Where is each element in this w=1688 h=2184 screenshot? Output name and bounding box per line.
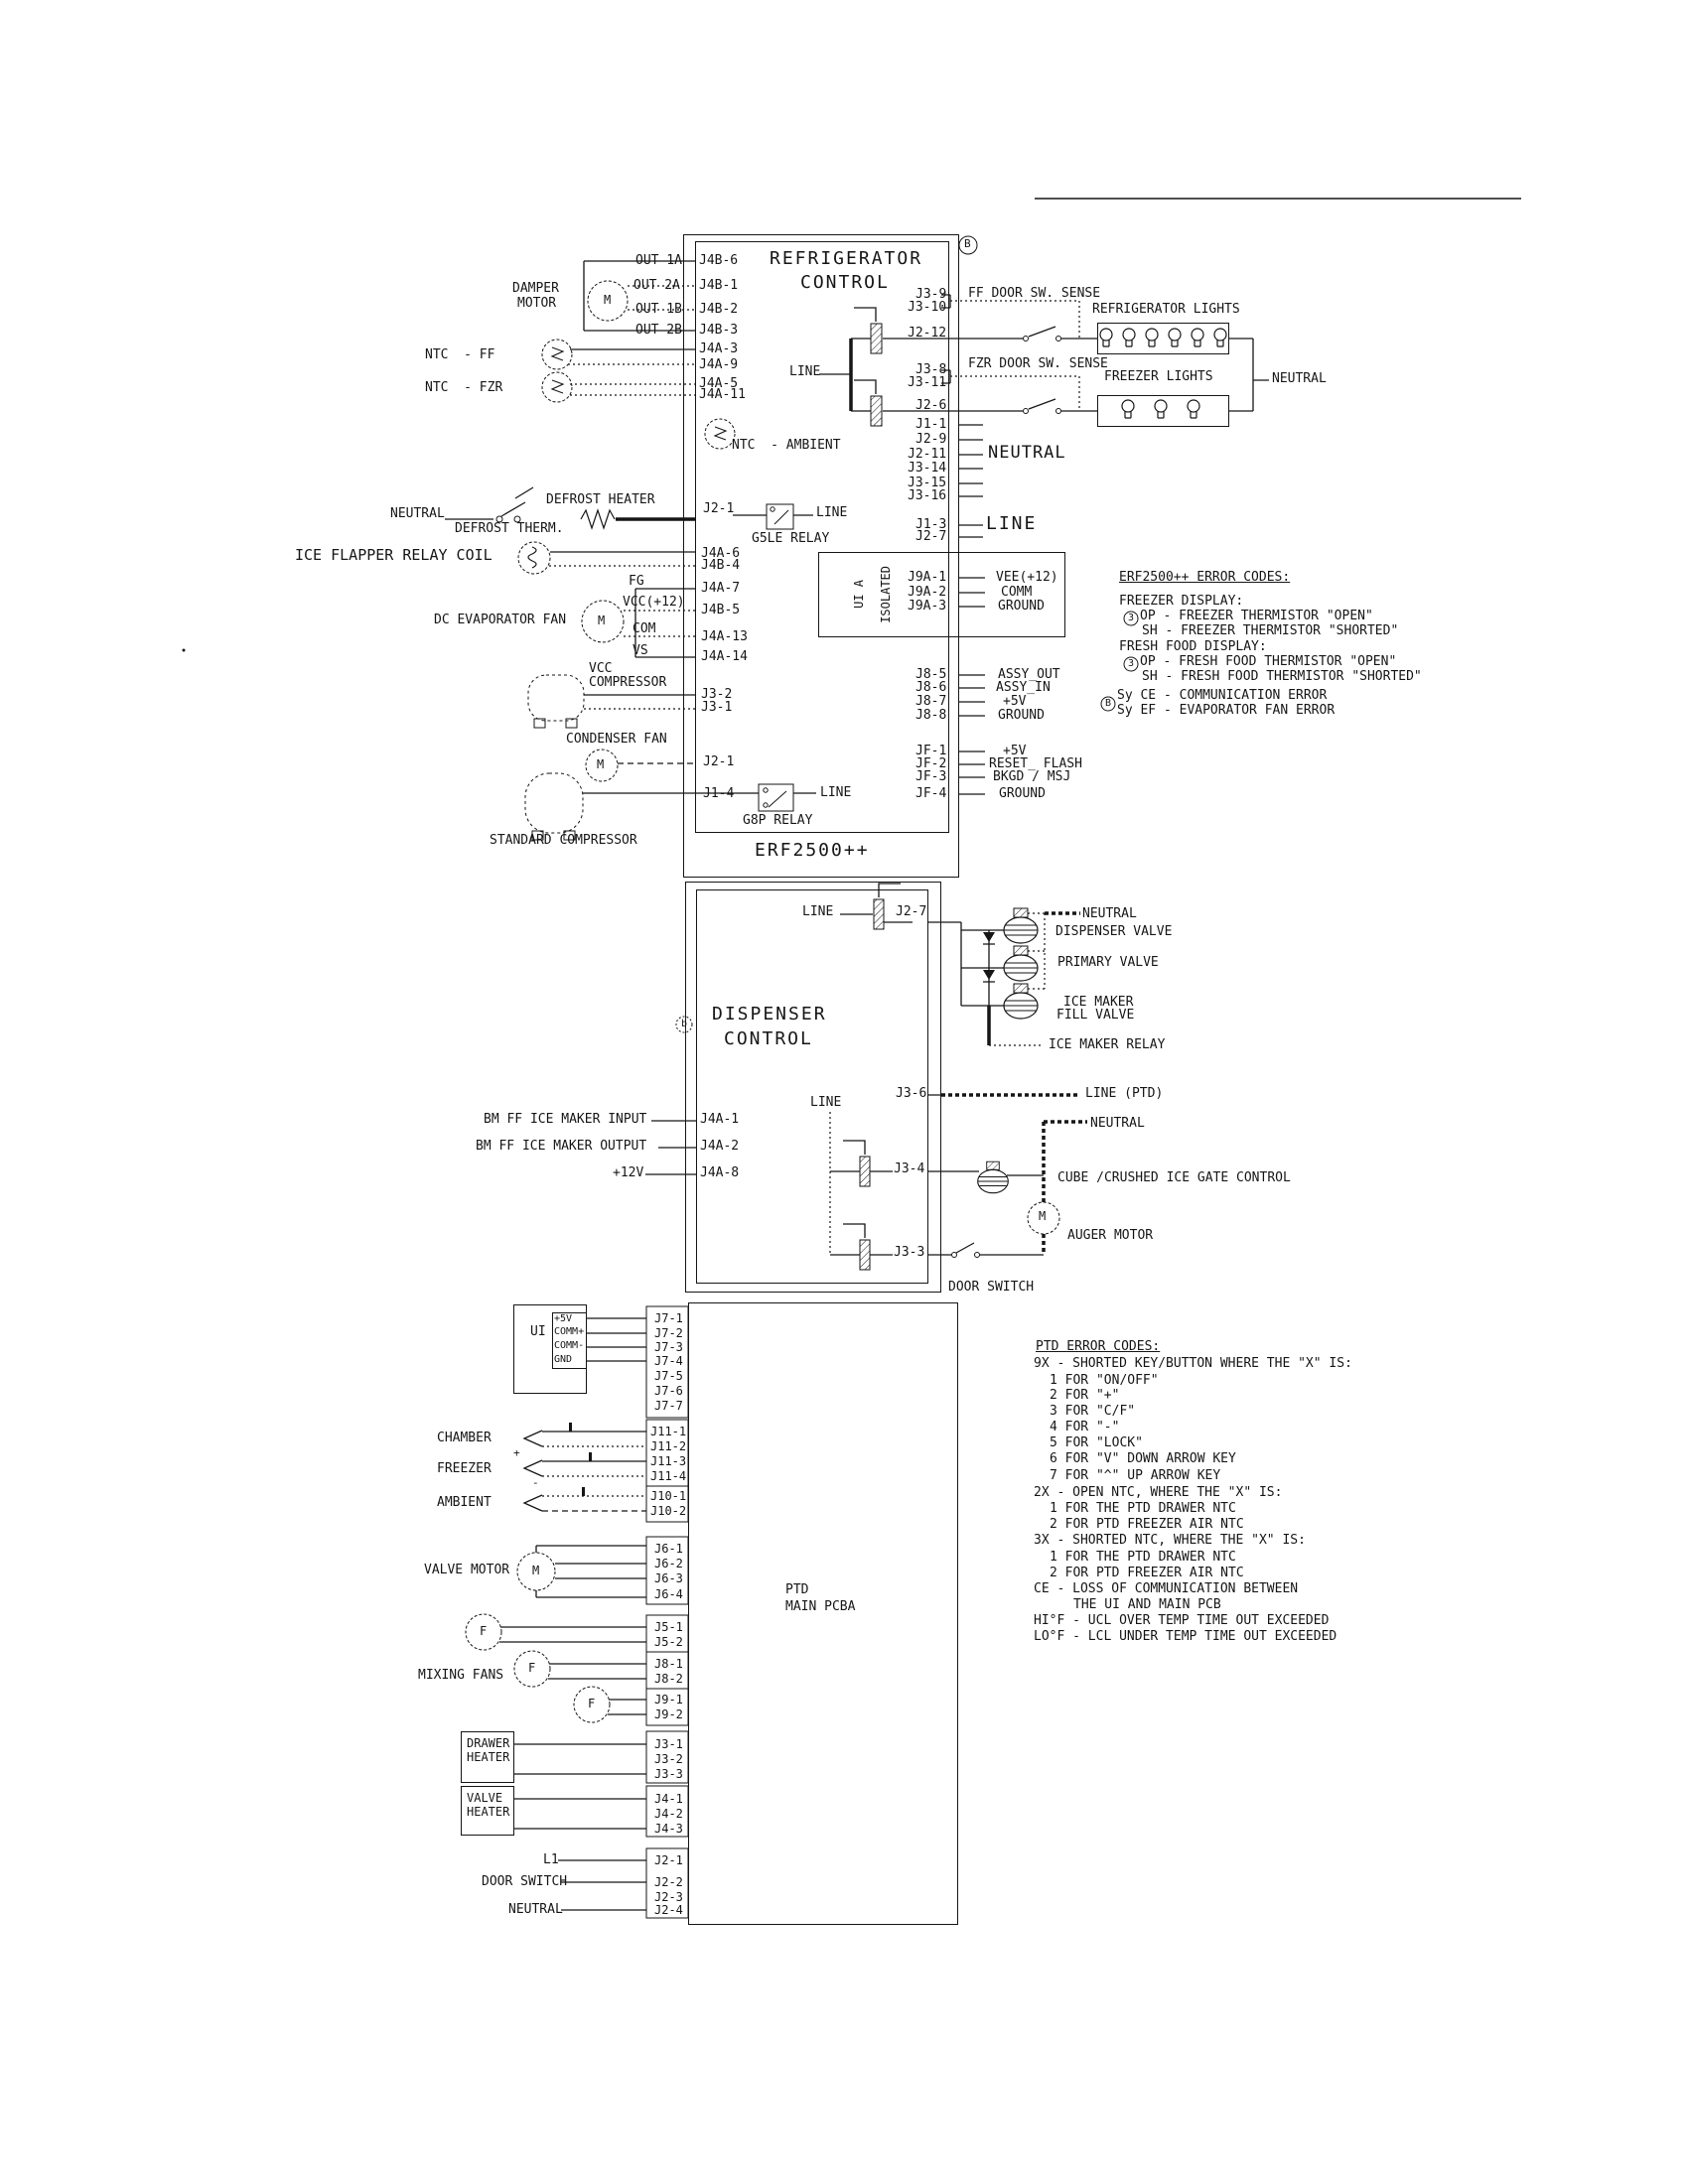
ui-pin-label: GND	[554, 1354, 573, 1365]
pin-label: J4A-7	[701, 581, 741, 596]
g5le-line-label: LINE	[816, 505, 848, 520]
auger-neutral-label: NEUTRAL	[1090, 1116, 1145, 1131]
pin-label: J8-2	[654, 1672, 683, 1686]
out-1b-label: OUT 1B	[635, 302, 682, 317]
pin-label: J4B-1	[699, 278, 739, 293]
rc-title-line1: REFRIGERATOR	[770, 248, 923, 269]
evap-fg-label: FG	[629, 574, 644, 589]
erc-marker-b: B	[1105, 698, 1112, 709]
valve-heater-label1: VALVE	[467, 1791, 503, 1805]
pin-label: J4B-2	[699, 302, 739, 317]
pin-label: J4B-4	[701, 558, 741, 573]
vcc-compressor-label1: VCC	[589, 661, 613, 676]
ntc-fzr-label: NTC - FZR	[425, 380, 503, 395]
dispenser-control-board	[696, 889, 928, 1284]
pin-label: J11-4	[650, 1469, 687, 1483]
out-2a-label: OUT 2A	[633, 278, 680, 293]
epc-line: 7 FOR "^" UP ARROW KEY	[1050, 1468, 1221, 1483]
dc-title-line2: CONTROL	[724, 1028, 813, 1049]
chamber-label: CHAMBER	[437, 1431, 492, 1445]
bm-ff-ice-maker-output-label: BM FF ICE MAKER OUTPUT	[476, 1139, 647, 1154]
pin-label: J3-2	[654, 1752, 683, 1766]
erc-line: Sy CE - COMMUNICATION ERROR	[1117, 688, 1328, 703]
condenser-fan-label: CONDENSER FAN	[566, 732, 667, 747]
pin-label: J2-3	[654, 1890, 683, 1904]
pin-label: J3-16	[908, 488, 947, 503]
dispenser-valve-label: DISPENSER VALVE	[1055, 924, 1173, 939]
pin-label: J7-6	[654, 1384, 683, 1398]
evap-com-label: COM	[633, 621, 656, 636]
pin-label: J4A-14	[701, 649, 748, 664]
erc-line: OP - FREEZER THERMISTOR "OPEN"	[1140, 609, 1373, 623]
plus5v-label: +5V	[1003, 694, 1027, 709]
auger-motor-m-icon: M	[1039, 1209, 1047, 1223]
pin-label: J2-2	[654, 1875, 683, 1889]
pin-label: J4A-9	[699, 357, 739, 372]
defrost-therm-label: DEFROST THERM.	[455, 521, 564, 536]
ntc-ff-label: NTC - FF	[425, 347, 495, 362]
ptd-board-label2: MAIN PCBA	[785, 1599, 856, 1614]
pin-label: J2-12	[908, 326, 947, 341]
ice-maker-relay-label: ICE MAKER RELAY	[1049, 1037, 1166, 1052]
ambient-label: AMBIENT	[437, 1495, 492, 1510]
ntc-ambient-label: NTC - AMBIENT	[732, 438, 841, 453]
lights-neutral-label: NEUTRAL	[1272, 371, 1327, 386]
pin-label: J4B-5	[701, 603, 741, 617]
pin-label: J2-1	[703, 501, 735, 516]
ground-label: GROUND	[998, 599, 1045, 614]
pin-label: J8-1	[654, 1657, 683, 1671]
condenser-fan-m-icon: M	[597, 757, 605, 771]
dc-ref-marker: b	[681, 1019, 688, 1029]
epc-line: 3 FOR "C/F"	[1050, 1404, 1136, 1419]
l1-label: L1	[543, 1852, 559, 1867]
pin-label: J2-6	[915, 398, 947, 413]
fan-f-icon: F	[588, 1697, 596, 1710]
vcc-compressor-label2: COMPRESSOR	[589, 675, 667, 690]
valve-motor-m-icon: M	[532, 1564, 540, 1577]
pin-label: J7-1	[654, 1311, 683, 1325]
epc-line: 2X - OPEN NTC, WHERE THE "X" IS:	[1034, 1485, 1283, 1500]
epc-line: HI°F - UCL OVER TEMP TIME OUT EXCEEDED	[1034, 1613, 1330, 1628]
valve-motor-label: VALVE MOTOR	[424, 1563, 510, 1577]
pin-label: J9-2	[654, 1707, 683, 1721]
epc-line: 2 FOR PTD FREEZER AIR NTC	[1050, 1566, 1244, 1580]
ui-pin-label: COMM-	[554, 1340, 585, 1351]
epc-line: 1 FOR THE PTD DRAWER NTC	[1050, 1550, 1236, 1565]
epc-line: 2 FOR "+"	[1050, 1388, 1120, 1403]
erc-marker-3: 3	[1128, 658, 1135, 669]
erc-line: FRESH FOOD DISPLAY:	[1119, 639, 1267, 654]
g8p-relay-label: G8P RELAY	[743, 813, 813, 828]
door-switch-label: DOOR SWITCH	[948, 1280, 1035, 1295]
pin-label: J11-1	[650, 1425, 687, 1438]
standard-compressor-label: STANDARD COMPRESSOR	[490, 833, 637, 848]
erc-line: FREEZER DISPLAY:	[1119, 594, 1244, 609]
pin-label: J9-1	[654, 1693, 683, 1706]
pin-label: J2-1	[703, 754, 735, 769]
drawer-heater-label2: HEATER	[467, 1750, 510, 1764]
ui-pin-label: COMM+	[554, 1326, 585, 1337]
pin-label: J2-7	[915, 529, 947, 544]
pin-label: J7-7	[654, 1399, 683, 1413]
g8p-line-label: LINE	[820, 785, 852, 800]
pin-label: JF-3	[915, 769, 947, 784]
ptd-neutral-label: NEUTRAL	[508, 1902, 563, 1917]
epc-line: LO°F - LCL UNDER TEMP TIME OUT EXCEEDED	[1034, 1629, 1337, 1644]
ice-flapper-relay-coil-label: ICE FLAPPER RELAY COIL	[295, 546, 492, 564]
bkgd-msj-label: BKGD / MSJ	[993, 769, 1071, 784]
erc-title: ERF2500++ ERROR CODES:	[1119, 570, 1291, 585]
ui-pin-label: +5V	[554, 1313, 573, 1324]
epc-line: 3X - SHORTED NTC, WHERE THE "X" IS:	[1034, 1533, 1306, 1548]
valve-heater-label2: HEATER	[467, 1805, 510, 1819]
out-1a-label: OUT 1A	[635, 253, 682, 268]
assy-out-label: ASSY_OUT	[998, 667, 1060, 682]
freezer-lights-box	[1097, 395, 1229, 427]
ptd-door-switch-label: DOOR SWITCH	[482, 1874, 568, 1889]
pin-label: J4A-3	[699, 341, 739, 356]
line-ptd-label: LINE (PTD)	[1085, 1086, 1164, 1101]
pin-label: J3-6	[896, 1086, 927, 1101]
neutral-bus-label: NEUTRAL	[988, 443, 1066, 463]
pin-label: J3-15	[908, 476, 947, 490]
pin-label: J10-2	[650, 1504, 687, 1518]
pin-label: J4A-8	[700, 1165, 740, 1180]
fan-f-icon: F	[480, 1624, 488, 1638]
evap-fan-m-icon: M	[598, 614, 606, 627]
pin-label: J6-4	[654, 1587, 683, 1601]
epc-line: CE - LOSS OF COMMUNICATION BETWEEN	[1034, 1581, 1299, 1596]
erc-line: Sy EF - EVAPORATOR FAN ERROR	[1117, 703, 1336, 718]
dc-line-top-label: LINE	[802, 904, 834, 919]
damper-motor-label1: DAMPER	[512, 281, 559, 296]
polarity-plus: +	[513, 1446, 520, 1459]
fzr-door-sw-sense-label: FZR DOOR SW. SENSE	[968, 356, 1108, 371]
erc-line: OP - FRESH FOOD THERMISTOR "OPEN"	[1140, 654, 1397, 669]
pin-label: J4A-6	[701, 546, 741, 561]
bm-ff-ice-maker-input-label: BM FF ICE MAKER INPUT	[484, 1112, 647, 1127]
pin-label: J3-4	[894, 1161, 925, 1176]
epc-line: 9X - SHORTED KEY/BUTTON WHERE THE "X" IS:	[1034, 1356, 1352, 1371]
lights-line-label: LINE	[789, 364, 821, 379]
pin-label: J11-2	[650, 1439, 687, 1453]
model-label: ERF2500++	[755, 840, 870, 861]
pin-label: J5-1	[654, 1620, 683, 1634]
pin-label: J4A-11	[699, 387, 746, 402]
ui-a-label: UI A	[852, 580, 866, 609]
pin-label: J11-3	[650, 1454, 687, 1468]
pin-label: J7-4	[654, 1354, 683, 1368]
dc-evaporator-fan-label: DC EVAPORATOR FAN	[434, 613, 567, 627]
pin-label: J4A-13	[701, 629, 748, 644]
pin-label: J2-7	[896, 904, 927, 919]
ice-gate-control-label: CUBE /CRUSHED ICE GATE CONTROL	[1057, 1170, 1291, 1185]
pin-label: J3-14	[908, 461, 947, 476]
pin-label: J2-11	[908, 447, 947, 462]
ptd-board-label1: PTD	[785, 1582, 809, 1597]
ice-maker-label: ICE MAKER	[1063, 995, 1134, 1010]
pin-label: J1-4	[703, 786, 735, 801]
primary-valve-label: PRIMARY VALVE	[1057, 955, 1159, 970]
ui-label: UI	[530, 1324, 546, 1339]
erc-line: SH - FREEZER THERMISTOR "SHORTED"	[1142, 623, 1399, 638]
pin-label: J7-3	[654, 1340, 683, 1354]
epc-line: 5 FOR "LOCK"	[1050, 1435, 1143, 1450]
pin-label: J9A-3	[908, 599, 947, 614]
pin-label: J3-1	[654, 1737, 683, 1751]
plus12v-label: +12V	[613, 1165, 644, 1180]
ground-label: GROUND	[998, 708, 1045, 723]
evap-vs-label: VS	[633, 643, 648, 658]
freezer-lights-label: FREEZER LIGHTS	[1104, 369, 1213, 384]
pin-label: J2-9	[915, 432, 947, 447]
pin-label: J6-1	[654, 1542, 683, 1556]
pin-label: J3-11	[908, 375, 947, 390]
epc-line: 4 FOR "-"	[1050, 1420, 1120, 1434]
pin-label: JF-1	[915, 744, 947, 758]
auger-motor-label: AUGER MOTOR	[1067, 1228, 1154, 1243]
pin-label: J3-2	[701, 687, 733, 702]
pin-label: J3-3	[654, 1767, 683, 1781]
epc-title: PTD ERROR CODES:	[1036, 1339, 1161, 1354]
pin-label: J1-3	[915, 517, 947, 532]
pin-label: J8-7	[915, 694, 947, 709]
evap-vcc-label: VCC(+12)	[623, 595, 685, 610]
out-2b-label: OUT 2B	[635, 323, 682, 338]
ff-door-sw-sense-label: FF DOOR SW. SENSE	[968, 286, 1101, 301]
pin-label: J4-1	[654, 1792, 683, 1806]
vee-label: VEE(+12)	[996, 570, 1058, 585]
rc-title-line2: CONTROL	[800, 272, 890, 293]
pin-label: J2-4	[654, 1903, 683, 1917]
comm-label: COMM	[1001, 585, 1033, 600]
pin-label: J3-8	[915, 362, 947, 377]
damper-motor-label2: MOTOR	[517, 296, 557, 311]
pin-label: J4A-5	[699, 376, 739, 391]
line-bus-label: LINE	[986, 513, 1038, 534]
fan-f-icon: F	[528, 1661, 536, 1675]
plus5v-label: +5V	[1003, 744, 1027, 758]
pin-label: JF-4	[915, 786, 947, 801]
epc-line: THE UI AND MAIN PCB	[1073, 1597, 1221, 1612]
pin-label: J4B-6	[699, 253, 739, 268]
epc-line: 1 FOR THE PTD DRAWER NTC	[1050, 1501, 1236, 1516]
reset-flash-label: RESET_ FLASH	[989, 756, 1082, 771]
fill-valve-label: FILL VALVE	[1056, 1008, 1135, 1023]
pin-label: J5-2	[654, 1635, 683, 1649]
rc-ref-marker: B	[964, 237, 971, 250]
pin-label: J4-3	[654, 1822, 683, 1836]
epc-line: 2 FOR PTD FREEZER AIR NTC	[1050, 1517, 1244, 1532]
refrigerator-lights-label: REFRIGERATOR LIGHTS	[1092, 302, 1240, 317]
pin-label: JF-2	[915, 756, 947, 771]
pin-label: J4B-3	[699, 323, 739, 338]
pin-label: J6-3	[654, 1571, 683, 1585]
polarity-minus: -	[532, 1476, 539, 1489]
g5le-relay-label: G5LE RELAY	[752, 531, 830, 546]
pin-label: J2-1	[654, 1853, 683, 1867]
pin-label: J3-10	[908, 300, 947, 315]
isolated-label: ISOLATED	[879, 566, 893, 623]
pin-label: J10-1	[650, 1489, 687, 1503]
defrost-heater-label: DEFROST HEATER	[546, 492, 655, 507]
pin-label: J4-2	[654, 1807, 683, 1821]
mixing-fans-label: MIXING FANS	[418, 1668, 504, 1683]
pin-label: J8-6	[915, 680, 947, 695]
pin-label: J3-9	[915, 287, 947, 302]
pin-label: J7-2	[654, 1326, 683, 1340]
valves-neutral-label: NEUTRAL	[1082, 906, 1137, 921]
pin-label: J3-1	[701, 700, 733, 715]
pin-label: J9A-1	[908, 570, 947, 585]
pin-label: J1-1	[915, 417, 947, 432]
pin-label: J8-8	[915, 708, 947, 723]
damper-motor-m-icon: M	[604, 293, 612, 307]
dc-line-mid-label: LINE	[810, 1095, 842, 1110]
pin-label: J9A-2	[908, 585, 947, 600]
pin-label: J3-3	[894, 1245, 925, 1260]
defrost-neutral-label: NEUTRAL	[390, 506, 445, 521]
refrigerator-lights-box	[1097, 323, 1229, 354]
pin-label: J6-2	[654, 1557, 683, 1570]
epc-line: 6 FOR "V" DOWN ARROW KEY	[1050, 1451, 1236, 1466]
dc-title-line1: DISPENSER	[712, 1004, 827, 1024]
assy-in-label: ASSY_IN	[996, 680, 1051, 695]
pin-label: J4A-1	[700, 1112, 740, 1127]
pin-label: J8-5	[915, 667, 947, 682]
epc-line: 1 FOR "ON/OFF"	[1050, 1373, 1159, 1388]
drawer-heater-label1: DRAWER	[467, 1736, 510, 1750]
pin-label: J4A-2	[700, 1139, 740, 1154]
freezer-label: FREEZER	[437, 1461, 492, 1476]
ground-label: GROUND	[999, 786, 1046, 801]
erc-marker-3: 3	[1128, 613, 1135, 623]
erc-line: SH - FRESH FOOD THERMISTOR "SHORTED"	[1142, 669, 1422, 684]
pin-label: J7-5	[654, 1369, 683, 1383]
